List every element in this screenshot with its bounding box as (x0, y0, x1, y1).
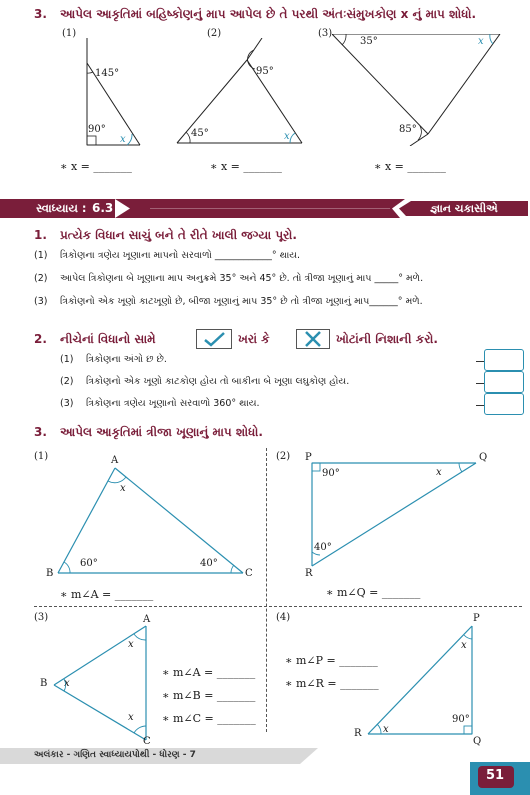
variable-x: x (128, 712, 134, 723)
item-text[interactable]: ત્રિકોણના ત્રણેય ખૂણાના માપનો સરવાળો ____________° થાય. (60, 250, 301, 261)
item-number: (3) (34, 296, 48, 307)
angle-label: 35° (360, 36, 378, 47)
question-title: આપેલ આકૃતિમાં બહિષ્કોણનું માપ આપેલ છે તે પરથી અંતઃસંમુખકોણ x નું માપ શોધો. (60, 7, 477, 21)
exercise-band (0, 199, 530, 218)
variable-x: x (120, 134, 126, 145)
variable-x: x (64, 678, 70, 689)
footer-book-title: અલંકાર - ગણિત સ્વાધ્યાયપોથી - ધોરણ - 7 (34, 750, 196, 760)
item-text[interactable]: આપેલ ત્રિકોણના બે ખૂણાના માપ અનુક્રમે 35° અને 45° છે. તો ત્રીજા ખૂણાનું માપ _____° મળે. (60, 273, 424, 284)
answer-blank[interactable]: ∗ m∠Q = _______ (326, 586, 421, 599)
cross-icon (296, 329, 330, 349)
page-number: 51 (486, 768, 505, 783)
answer-box[interactable] (484, 349, 524, 371)
answer-blank[interactable]: ∗ x = _______ (374, 160, 446, 173)
answer-dash (476, 405, 484, 406)
answer-blank[interactable]: ∗ m∠P = _______ (285, 654, 378, 667)
figure-label: (2) (207, 28, 222, 39)
vertex-label-a: A (143, 614, 151, 625)
vertex-label-c: C (143, 736, 151, 747)
question-title: નીચેનાં વિધાનો સામે (60, 332, 156, 346)
angle-label: 95° (256, 66, 274, 77)
angle-label: 90° (452, 714, 470, 725)
item-text: ત્રિકોણના અંગો છ છે. (86, 354, 167, 365)
figure-label: (3) (34, 612, 49, 623)
question-title: પ્રત્યેક વિધાન સાચું બને તે રીતે ખાલી જગ્યા પૂરો. (60, 228, 297, 242)
vertex-label-b: B (40, 678, 48, 689)
vertex-label-b: B (46, 568, 54, 579)
item-text: ત્રિકોણના ત્રણેય ખૂણાનો સરવાળો 360° થાય. (86, 398, 260, 409)
answer-blank[interactable]: ∗ m∠A = _______ (60, 588, 154, 601)
divider (34, 606, 522, 607)
exercise-label: સ્વાધ્યાય : (36, 201, 87, 215)
answer-box[interactable] (484, 393, 524, 415)
band-right-label: જ્ઞાન ચકાસીએ (430, 202, 498, 215)
divider (266, 448, 267, 732)
vertex-label-a: A (111, 455, 119, 466)
answer-dash (476, 383, 484, 384)
figure-label: (1) (34, 451, 49, 462)
vertex-label-c: C (245, 568, 253, 579)
answer-blank[interactable]: ∗ m∠R = _______ (285, 677, 379, 690)
exercise-number: 6.3 (92, 201, 114, 215)
figure-label: (4) (276, 612, 291, 623)
variable-x: x (120, 483, 126, 494)
answer-box[interactable] (484, 371, 524, 393)
angle-label: 40° (200, 558, 218, 569)
angle-label: 145° (95, 68, 120, 79)
answer-blank[interactable]: ∗ m∠A = _______ (162, 666, 256, 679)
variable-x: x (436, 467, 442, 478)
item-number: (1) (60, 354, 74, 365)
angle-label: 45° (191, 128, 209, 139)
angle-label: 90° (322, 468, 340, 479)
vertex-label-r: R (354, 728, 362, 739)
answer-blank[interactable]: ∗ m∠C = _______ (162, 712, 256, 725)
vertex-label-r: R (305, 568, 313, 579)
check-icon (196, 329, 232, 349)
variable-x: x (478, 36, 484, 47)
variable-x: x (383, 724, 389, 735)
item-number: (3) (60, 398, 74, 409)
question-title-part: ખરાં કે (238, 332, 270, 346)
angle-label: 60° (80, 558, 98, 569)
question-title-part: ખોટાંની નિશાની કરો. (336, 332, 438, 346)
angle-label: 85° (399, 124, 417, 135)
item-text[interactable]: ત્રિકોણનો એક ખૂણો કાટખૂણો છે, બીજા ખૂણાનું માપ 35° છે તો ત્રીજા ખૂણાનું માપ______° મળે. (60, 296, 423, 307)
variable-x: x (128, 639, 134, 650)
item-text: ત્રિકોણનો એક ખૂણો કાટકોણ હોય તો બાકીના બે ખૂણા લઘુકોણ હોય. (86, 376, 350, 387)
item-number: (2) (60, 376, 74, 387)
angle-label: 40° (314, 542, 332, 553)
question-number: 3. (34, 425, 47, 439)
vertex-label-p: P (473, 613, 480, 624)
variable-x: x (461, 640, 467, 651)
variable-x: x (284, 131, 290, 142)
item-number: (1) (34, 250, 48, 261)
answer-dash (476, 361, 484, 362)
item-number: (2) (34, 273, 48, 284)
angle-label: 90° (88, 124, 106, 135)
figure-label: (2) (276, 451, 291, 462)
figure-label: (3) (318, 28, 333, 39)
question-title: આપેલ આકૃતિમાં ત્રીજા ખૂણાનું માપ શોધો. (60, 425, 263, 439)
vertex-label-q: Q (473, 736, 482, 747)
answer-blank[interactable]: ∗ m∠B = _______ (162, 689, 256, 702)
figure-label: (1) (62, 28, 77, 39)
triangle-figure-3 (332, 34, 504, 146)
question-number: 3. (34, 7, 47, 21)
vertex-label-q: Q (479, 452, 488, 463)
vertex-label-p: P (305, 452, 312, 463)
question-number: 2. (34, 332, 47, 346)
question-number: 1. (34, 228, 47, 242)
answer-blank[interactable]: ∗ x = _______ (210, 160, 282, 173)
answer-blank[interactable]: ∗ x = _______ (60, 160, 132, 173)
